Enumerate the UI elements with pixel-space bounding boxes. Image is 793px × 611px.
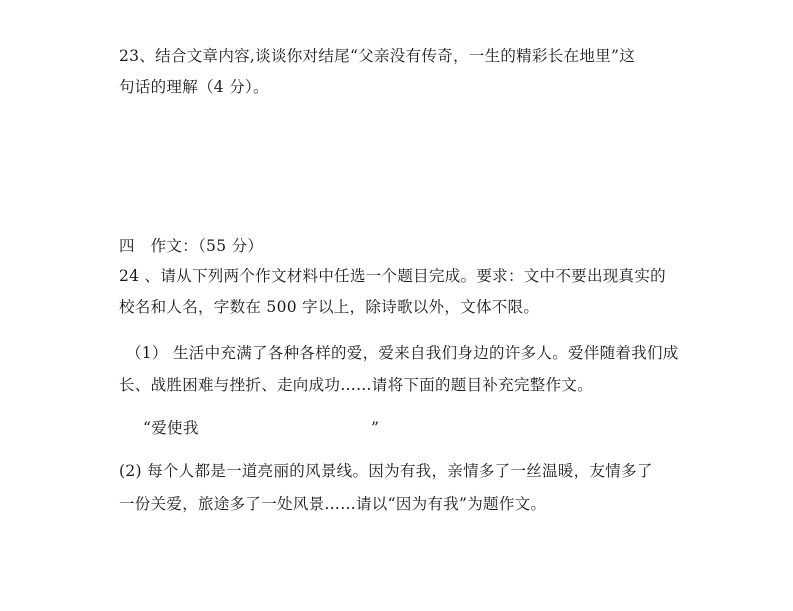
option-1-essay-title [143, 418, 380, 438]
option-2-line-1: (2) 每个人都是一道亮丽的风景线。因为有我，亲情多了一丝温暖，友情多了 [119, 462, 653, 480]
question-24-line-2: 校名和人名，字数在 500 字以上，除诗歌以外，文体不限。 [119, 298, 540, 316]
question-24-line-1: 24 、请从下列两个作文材料中任选一个题目完成。要求：文中不要出现真实的 [119, 267, 666, 285]
question-23-line-1: 23、结合文章内容,谈谈你对结尾“父亲没有传奇，一生的精彩长在地里”这 [119, 47, 636, 65]
question-23-line-2: 句话的理解（4 分）。 [119, 78, 269, 96]
section-4-heading: 四 作文：（55 分） [119, 237, 264, 255]
option-1-line-1: （1） 生活中充满了各种各样的爱，爱来自我们身边的许多人。爱伴随着我们成 [126, 344, 679, 362]
essay-title-open: “爱使我 [143, 419, 199, 437]
option-1-line-2: 长、战胜困难与挫折、走向成功……请将下面的题目补充完整作文。 [119, 376, 594, 394]
essay-title-close: ” [371, 419, 380, 437]
option-2-line-2: 一份关爱，旅途多了一处风景……请以“因为有我”为题作文。 [119, 495, 547, 513]
